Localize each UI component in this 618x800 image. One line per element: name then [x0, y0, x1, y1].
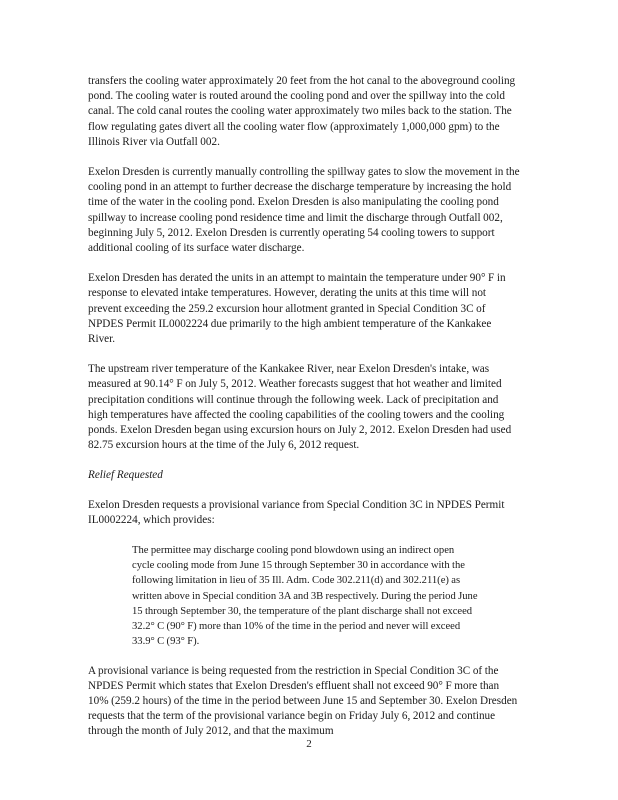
paragraph-river-temperature: The upstream river temperature of the Kankakee River, near Exelon Dresden's intake, was measured at 90.14° F on July 5, 2012. Weather forecasts suggest that hot weather and limited precipitation conditions will continue through the following week. Lack of precipitation and high temperatures have affected the cooling capabilities of the cooling towers and the cooling ponds. Exelon Dresden began using excursion hours on July 2, 2012. Exelon Dresden had used 82.75 excursion hours at the time of the July 6, 2012 request. [88, 363, 512, 452]
paragraph-spillway-control: Exelon Dresden is currently manually controlling the spillway gates to slow the movement in the cooling pond in an attempt to further decrease the discharge temperature by increasing the hold time of the water in the cooling pond. Exelon Dresden is also manipulating the cooling pond spillway to increase cooling pond residence time and limit the discharge through Outfall 002, beginning July 5, 2012. Exelon Dresden is currently operating 54 cooling towers to support additional cooling of its surface water discharge. [88, 166, 520, 255]
document-page [88, 74, 520, 755]
paragraph-unit-derating: Exelon Dresden has derated the units in an attempt to maintain the temperature under 90° F in response to elevated intake temperatures. However, derating the units at this time will not prevent exceeding the 259.2 excursion hour allotment granted in Special Condition 3C of NPDES Permit IL0002224 due primarily to the high ambient temperature of the Kankakee River. [88, 272, 506, 346]
section-heading-relief-requested: Relief Requested [88, 469, 163, 482]
block-quote-special-condition: The permittee may discharge cooling pond blowdown using an indirect open cycle cooling mode from June 15 through September 30 in accordance with the following limitation in lieu of 35 Ill. Adm. Code 302.211(d) and 302.211(e) as written above in Special condition 3A and 3B respectively. During the period June 15 through September 30, the temperature of the plant discharge shall not exceed 32.2° C (90° F) more than 10% of the time in the period and never will exceed 33.9° C (93° F). [132, 545, 478, 648]
page-number: 2 [306, 738, 312, 750]
paragraph-provisional-variance: A provisional variance is being requested from the restriction in Special Condition 3C of the NPDES Permit which states that Exelon Dresden's effluent shall not exceed 90° F more than 10% (259.2 hours) of the time in the period between June 15 and September 30. Exelon Dresden requests that the term of the provisional variance begin on Friday July 6, 2012 and continue through the month of July 2012, and that the maximum [88, 664, 518, 738]
paragraph-cooling-pond-routing: transfers the cooling water approximately 20 feet from the hot canal to the aboveground cooling pond. The cooling water is routed around the cooling pond and over the spillway into the cold canal. The cold canal routes the cooling water approximately two miles back to the station. The flow regulating gates divert all the cooling water flow (approximately 1,000,000 gpm) to the Illinois River via Outfall 002. [88, 75, 516, 148]
paragraph-variance-request: Exelon Dresden requests a provisional variance from Special Condition 3C in NPDES Permit IL0002224, which provides: [88, 498, 505, 526]
